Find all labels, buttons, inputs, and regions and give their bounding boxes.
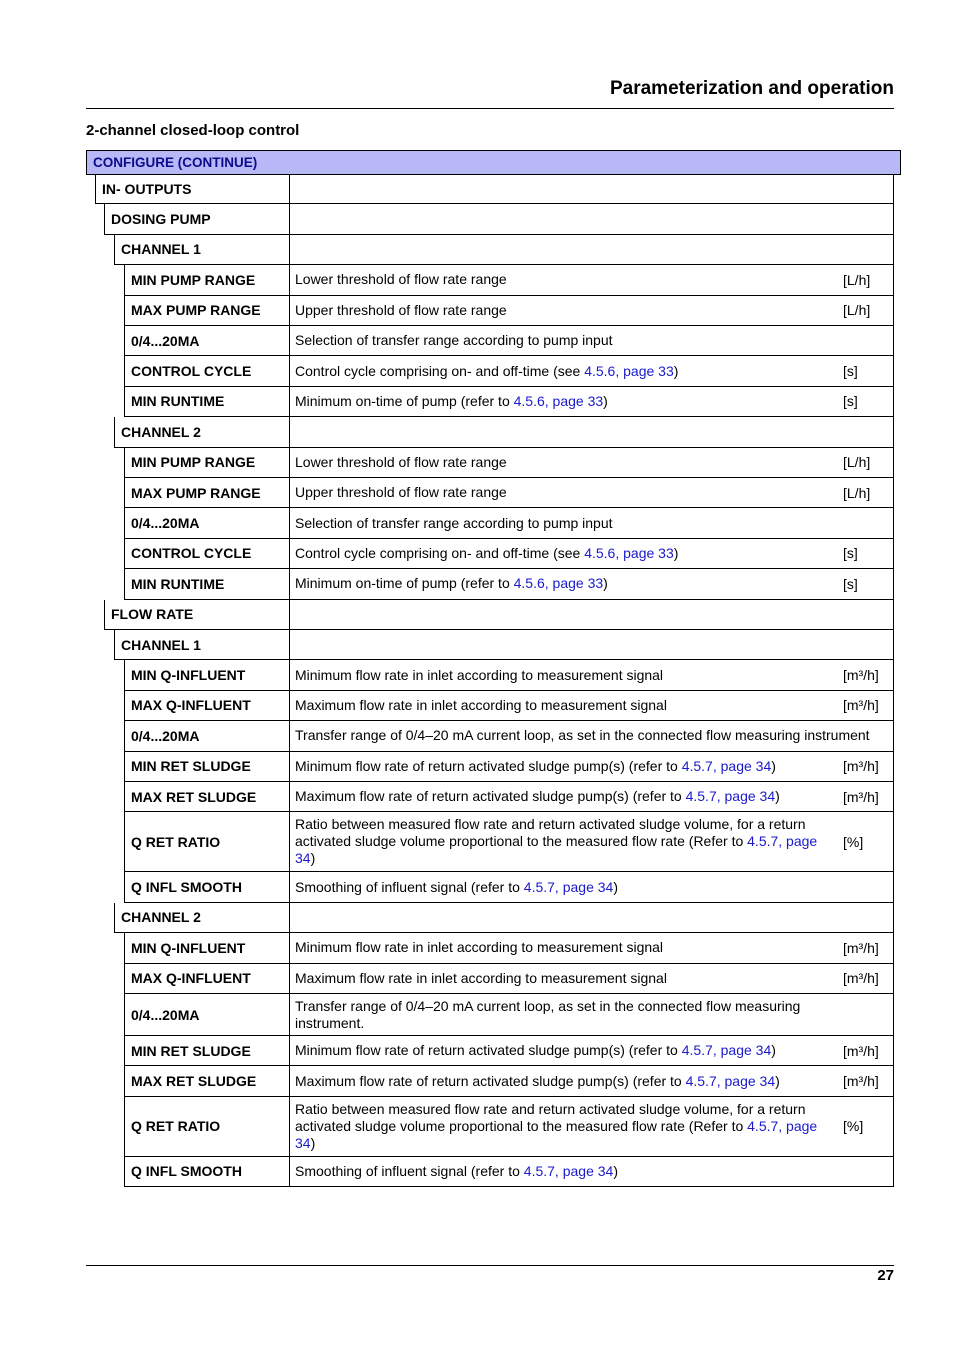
parameter-name: CHANNEL 1	[115, 235, 290, 264]
table-row	[124, 1036, 894, 1066]
parameter-name: 0/4...20MA	[125, 508, 290, 537]
page-number: 27	[877, 1267, 894, 1284]
description-text: Ratio between measured flow rate and return activated sludge volume, for a return activated sludge volume proportional to the measured flow rate (Refer to	[295, 816, 806, 850]
table-row	[124, 752, 894, 782]
parameter-unit: [s]	[843, 575, 858, 592]
parameter-unit: [m³/h]	[843, 970, 879, 987]
table-row	[95, 174, 894, 204]
parameter-description	[290, 569, 830, 598]
table-row	[124, 1066, 894, 1096]
description-text: Maximum flow rate of return activated sludge pump(s) (refer to	[295, 788, 686, 805]
description-text: )	[310, 1134, 316, 1151]
parameter-description	[290, 903, 830, 932]
parameter-name: CHANNEL 2	[115, 417, 290, 446]
description-text: Maximum flow rate in inlet according to measurement signal	[295, 969, 667, 986]
cross-reference-link[interactable]: 4.5.6, page 33	[513, 392, 604, 409]
table-row	[104, 204, 894, 234]
parameter-name: MIN RET SLUDGE	[125, 1036, 290, 1065]
parameter-name: MAX PUMP RANGE	[125, 478, 290, 507]
cross-reference-link[interactable]: 4.5.7, page 34	[685, 788, 776, 805]
parameter-description	[290, 265, 830, 294]
table-row	[124, 508, 894, 538]
parameter-unit: [L/h]	[843, 271, 871, 288]
parameter-name: 0/4...20MA	[125, 994, 290, 1035]
parameter-description	[290, 296, 830, 325]
parameter-description	[290, 691, 830, 720]
table-row	[124, 569, 894, 599]
description-text: )	[613, 1162, 618, 1179]
description-text: )	[673, 544, 679, 561]
table-row	[104, 600, 894, 630]
table-header: CONFIGURE (CONTINUE)	[86, 150, 901, 175]
parameter-description	[290, 204, 830, 233]
table-row	[124, 994, 894, 1036]
parameter-unit: [%]	[843, 1118, 864, 1135]
parameter-description	[290, 994, 830, 1035]
parameter-description	[290, 1066, 830, 1095]
description-text: Smoothing of influent signal (refer to	[295, 1162, 524, 1179]
description-text: Control cycle comprising on- and off-time (see	[295, 362, 585, 379]
parameter-description	[290, 630, 830, 659]
cross-reference-link[interactable]: 4.5.7, page 34	[681, 1042, 772, 1059]
parameter-name: MAX Q-INFLUENT	[125, 964, 290, 993]
table-row	[114, 903, 894, 933]
parameter-unit: [m³/h]	[843, 758, 879, 775]
description-text: )	[613, 878, 618, 895]
parameter-description	[290, 356, 830, 385]
description-text: Transfer range of 0/4–20 mA current loop, as set in the connected flow measuring instrument	[295, 727, 870, 744]
parameter-unit: [s]	[843, 545, 858, 562]
parameter-description	[290, 812, 830, 871]
parameter-unit: [L/h]	[843, 484, 871, 501]
description-text: Ratio between measured flow rate and return activated sludge volume, for a return activated sludge volume proportional to the measured flow rate (Refer to	[295, 1100, 806, 1134]
description-text: )	[775, 1072, 780, 1089]
parameter-name: 0/4...20MA	[125, 326, 290, 355]
section-title: 2-channel closed-loop control	[86, 122, 300, 139]
parameter-description	[290, 752, 830, 781]
parameter-unit: [L/h]	[843, 454, 871, 471]
table-row	[114, 630, 894, 660]
cross-reference-link[interactable]: 4.5.7, page 34	[523, 878, 614, 895]
description-text: Minimum flow rate of return activated sludge pump(s) (refer to	[295, 757, 682, 774]
table-row	[124, 721, 894, 751]
description-text: Transfer range of 0/4–20 mA current loop, as set in the connected flow measuring instrument.	[295, 997, 801, 1031]
table-row	[124, 265, 894, 295]
parameter-description	[290, 782, 830, 811]
parameter-name: CONTROL CYCLE	[125, 356, 290, 385]
parameter-name: MIN RET SLUDGE	[125, 752, 290, 781]
cross-reference-link[interactable]: 4.5.6, page 33	[584, 544, 674, 561]
parameter-description	[290, 478, 830, 507]
parameter-name: Q INFL SMOOTH	[125, 1157, 290, 1186]
table-row	[114, 235, 894, 265]
parameter-name: 0/4...20MA	[125, 721, 290, 750]
parameter-name: FLOW RATE	[105, 600, 290, 629]
parameter-name: MAX RET SLUDGE	[125, 1066, 290, 1095]
parameter-name: MIN PUMP RANGE	[125, 265, 290, 294]
parameter-description	[290, 508, 830, 537]
parameter-description	[290, 417, 830, 446]
parameter-name: MIN RUNTIME	[125, 387, 290, 416]
description-text: )	[771, 757, 776, 774]
cross-reference-link[interactable]: 4.5.7, page 34	[523, 1162, 614, 1179]
parameter-description	[290, 660, 830, 689]
table-row	[124, 964, 894, 994]
parameter-description	[290, 721, 895, 750]
table-row	[124, 782, 894, 812]
page-header-title: Parameterization and operation	[609, 78, 894, 99]
description-text: Minimum on-time of pump (refer to	[295, 575, 514, 592]
parameter-name: MAX RET SLUDGE	[125, 782, 290, 811]
table-row	[124, 691, 894, 721]
parameter-unit: [m³/h]	[843, 939, 879, 956]
parameter-unit: [m³/h]	[843, 1073, 879, 1090]
parameter-description	[290, 1036, 830, 1065]
parameter-unit: [m³/h]	[843, 697, 879, 714]
parameter-description	[290, 235, 830, 264]
parameter-description	[290, 964, 830, 993]
table-row	[124, 539, 894, 569]
parameter-unit: [m³/h]	[843, 667, 879, 684]
parameter-description	[290, 174, 830, 203]
parameter-description	[290, 1097, 830, 1156]
parameter-name: Q INFL SMOOTH	[125, 872, 290, 901]
table-row	[124, 1157, 894, 1187]
table-row	[124, 872, 894, 902]
description-text: Selection of transfer range according to pump input	[295, 514, 613, 531]
cross-reference-link[interactable]: 4.5.7, page 34	[295, 833, 818, 867]
description-text: Maximum flow rate of return activated sludge pump(s) (refer to	[295, 1072, 686, 1089]
parameter-name: Q RET RATIO	[125, 812, 290, 871]
parameter-name: MIN Q-INFLUENT	[125, 660, 290, 689]
parameter-description	[290, 387, 830, 416]
parameter-unit: [m³/h]	[843, 1042, 879, 1059]
description-text: )	[771, 1042, 776, 1059]
parameter-description	[290, 600, 830, 629]
parameter-name: IN- OUTPUTS	[96, 174, 290, 203]
parameter-name: MAX Q-INFLUENT	[125, 691, 290, 720]
description-text: Lower threshold of flow rate range	[295, 271, 507, 288]
cross-reference-link[interactable]: 4.5.7, page 34	[295, 1117, 818, 1151]
parameter-description	[290, 326, 830, 355]
description-text: Minimum flow rate in inlet according to measurement signal	[295, 666, 664, 683]
table-row	[124, 812, 894, 872]
parameter-unit: [%]	[843, 833, 864, 850]
description-text: )	[603, 392, 608, 409]
description-text: Minimum on-time of pump (refer to	[295, 392, 514, 409]
table-row	[124, 326, 894, 356]
cross-reference-link[interactable]: 4.5.6, page 33	[584, 362, 674, 379]
description-text: Control cycle comprising on- and off-time (see	[295, 544, 585, 561]
description-text: Selection of transfer range according to pump input	[295, 332, 613, 349]
parameter-name: DOSING PUMP	[105, 204, 290, 233]
table-row	[124, 387, 894, 417]
description-text: )	[673, 362, 679, 379]
parameter-unit: [m³/h]	[843, 788, 879, 805]
description-text: Upper threshold of flow rate range	[295, 484, 507, 501]
footer-rule	[86, 1265, 894, 1266]
parameter-unit: [s]	[843, 363, 858, 380]
parameter-name: CHANNEL 1	[115, 630, 290, 659]
parameter-name: MIN PUMP RANGE	[125, 448, 290, 477]
description-text: Smoothing of influent signal (refer to	[295, 878, 524, 895]
parameter-name: CHANNEL 2	[115, 903, 290, 932]
description-text: Lower threshold of flow rate range	[295, 453, 507, 470]
table-row	[114, 417, 894, 447]
parameter-unit: [L/h]	[843, 302, 871, 319]
table-row	[124, 933, 894, 963]
description-text: )	[603, 575, 608, 592]
description-text: Minimum flow rate in inlet according to measurement signal	[295, 939, 664, 956]
description-text: Maximum flow rate in inlet according to measurement signal	[295, 696, 667, 713]
description-text: )	[775, 788, 780, 805]
description-text: )	[310, 850, 316, 867]
parameter-name: MIN Q-INFLUENT	[125, 933, 290, 962]
table-row	[124, 296, 894, 326]
parameter-description	[290, 448, 830, 477]
parameter-name: MIN RUNTIME	[125, 569, 290, 598]
cross-reference-link[interactable]: 4.5.7, page 34	[681, 757, 772, 774]
parameter-name: CONTROL CYCLE	[125, 539, 290, 568]
table-row	[124, 1097, 894, 1157]
table-row	[124, 448, 894, 478]
table-row	[124, 478, 894, 508]
parameter-description	[290, 1157, 830, 1186]
table-row	[124, 356, 894, 386]
parameter-unit: [s]	[843, 393, 858, 410]
cross-reference-link[interactable]: 4.5.6, page 33	[513, 575, 604, 592]
description-text: Minimum flow rate of return activated sludge pump(s) (refer to	[295, 1042, 682, 1059]
parameter-description	[290, 933, 830, 962]
parameter-name: MAX PUMP RANGE	[125, 296, 290, 325]
parameter-description	[290, 872, 830, 901]
parameter-name: Q RET RATIO	[125, 1097, 290, 1156]
description-text: Upper threshold of flow rate range	[295, 301, 507, 318]
parameter-description	[290, 539, 830, 568]
table-row	[124, 660, 894, 690]
cross-reference-link[interactable]: 4.5.7, page 34	[685, 1072, 776, 1089]
